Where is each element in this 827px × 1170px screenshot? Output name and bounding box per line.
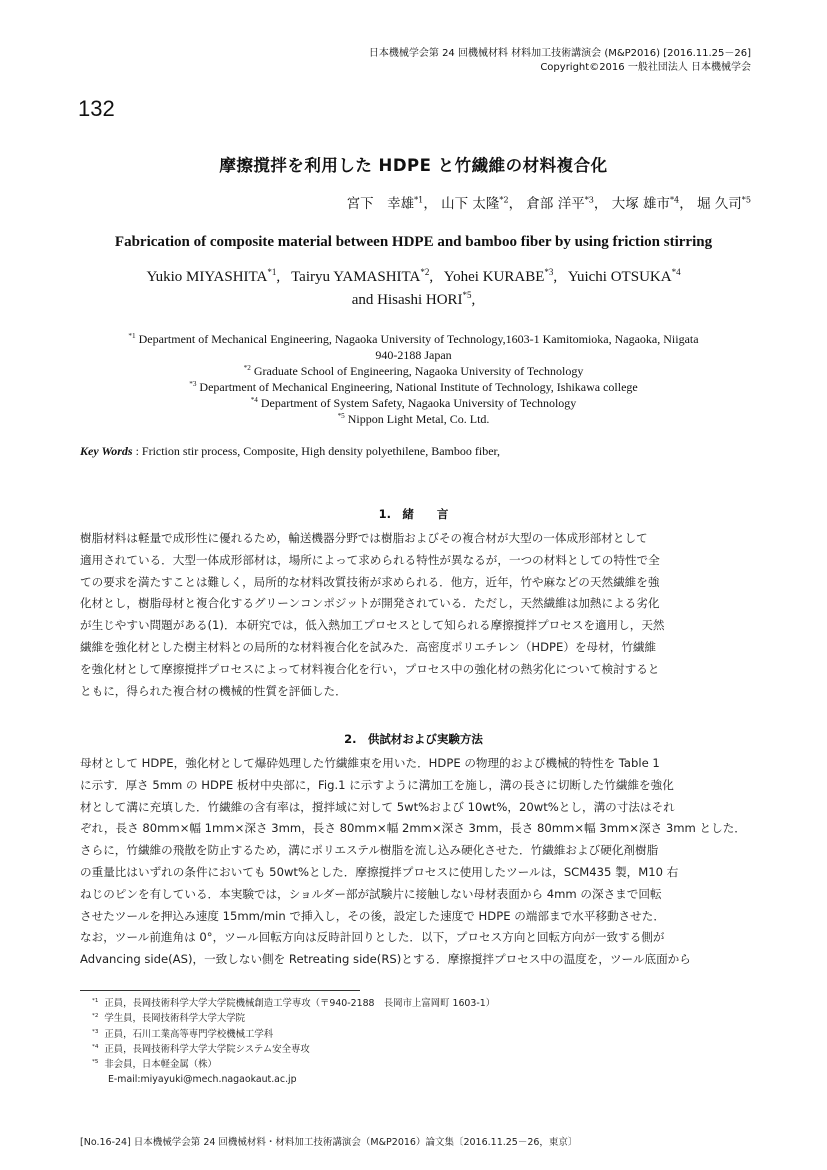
keywords-text: : Friction stir process, Composite, High density polyethilene, Bamboo fiber, [135,444,501,458]
affiliation [80,347,747,363]
author-mark: *5 [741,194,751,205]
footnote-mark: *5 [92,1059,99,1066]
affiliation [80,411,747,427]
footnote-email [92,1072,495,1087]
text-line: Advancing side(AS)，一致しない側を Retreating side(RS)とする．摩擦撹拌プロセス中の温度を，ツール底面から [80,952,691,967]
footnote-text: 学生員，長岡技術科学大学大学院 [104,1013,246,1025]
page-footer: [No.16-24] 日本機械学会第 24 回機械材料・材料加工技術講演会（M&P2016）論文集〔2016.11.25－26，東京〕 [80,1137,578,1148]
aff-text: Department of Mechanical Engineering, National Institute of Technology, Ishikawa college [199,380,638,394]
footnote-text: 正員，長岡技術科学大学大学院システム安全専攻 [104,1043,310,1055]
footnote-text: 正員，長岡技術科学大学大学院機械創造工学専攻（〒940-2188 長岡市上富岡町 1603-1） [104,998,496,1009]
text-line: ての要求を満たすことは難しく，局所的な材料改質技術が求められる．他方，近年，竹や麻などの天然繊維を強 [80,574,660,589]
aff-text: Graduate School of Engineering, Nagaoka University of Technology [253,364,584,378]
text-line: 材として溝に充填した．竹繊維の含有率は，撹拌域に対して 5wt%および 10wt%，20wt%とし，溝の寸法はそれ [80,799,675,814]
author-mark: *2 [420,267,430,277]
aff-mark: *2 [243,364,251,372]
page-number: 132 [78,96,115,121]
text-line: 適用されている．大型一体成形部材は，場所によって求められる特性が異なるが，一つの材料としての特性で全 [80,552,660,567]
author-mark: *4 [671,267,681,277]
author-jp: 倉部 洋平 [526,196,585,212]
footnote-mark: *2 [92,1013,99,1020]
author-en: Tairyu YAMASHITA [291,269,421,285]
affiliation [80,395,747,411]
author-mark: *5 [462,290,472,300]
keywords [80,444,500,459]
text-line: ねじのピンを有している．本実験では，ショルダー部が試験片に接触しない母材表面から 4mm の深さまで回転 [80,886,662,901]
text-line: 化材とし，樹脂母材と複合化するグリーンコンポジットが開発されている．ただし，天然繊維は加熱による劣化 [80,596,660,611]
affiliation [80,331,747,347]
author-en: Yuichi OTSUKA [567,269,672,285]
aff-mark: *4 [250,396,258,404]
footnote [92,1011,495,1026]
footnote-text: 正員，石川工業高等専門学校機械工学科 [104,1028,274,1040]
footnote-text: E-mail:miyayuki@mech.nagaokaut.ac.jp [108,1074,297,1086]
title-japanese: 摩擦撹拌を利用した HDPE と竹繊維の材料複合化 [219,156,608,175]
authors-english: Yukio MIYASHITA$^{*1}$, Tairyu YAMASHITA$^{*2}$, Yohei KURABE$^{*3}$, Yuichi OTSUKA$^{*4}$ [146,267,681,285]
aff-mark: *1 [128,332,136,340]
section-heading: 1. 緒 言 [378,507,449,521]
author-en: and Hisashi HORI [351,292,463,308]
authors-english-line2: and Hisashi HORI$^{*5}$, [351,290,476,308]
author-mark: *4 [670,194,680,205]
text-line: 母材として HDPE，強化材として爆砕処理した竹繊維束を用いた．HDPE の物理的および機械的特性を Table 1 [80,756,660,770]
author-mark: *2 [499,194,509,205]
aff-text: Department of System Safety, Nagaoka University of Technology [260,396,577,410]
author-jp: 堀 久司 [697,196,742,212]
text-line: が生じやすい問題がある(1)．本研究では，低入熱加工プロセスとして知られる摩擦撹拌プロセスを適用し，天然 [80,618,665,633]
section-body [80,753,749,971]
copyright-header: Copyright©2016 一般社団法人 日本機械学会 [540,62,751,73]
text-line: さらに，竹繊維の飛散を防止するため，溝にポリエステル樹脂を流し込み硬化させた．竹繊維および硬化剤樹脂 [80,843,659,858]
footnotes [92,996,495,1088]
text-line: の重量比はいずれの条件においても 50wt%とした．摩擦撹拌プロセスに使用したツールは，SCM435 製，M10 右 [80,864,679,879]
footnote [92,1027,495,1042]
text-line: なお，ツール前進角は 0°，ツール回転方向は反時計回りとした．以下，プロセス方向と回転方向が一致する側が [80,930,665,945]
footnote-mark: *3 [92,1028,99,1035]
footnote-mark: *1 [92,997,99,1004]
title-english: Fabrication of composite material between HDPE and bamboo fiber by using friction stirring [114,234,713,250]
footnote [92,996,495,1011]
author-mark: *1 [267,267,277,277]
affiliation [80,363,747,379]
aff-text: Department of Mechanical Engineering, Nagaoka University of Technology,1603-1 Kamitomioka, Nagaoka, Niigata [138,332,699,346]
authors-japanese: 宮下 幸雄$^{*1}$， 山下 太隆$^{*2}$， 倉部 洋平$^{*3}$， 大塚 雄市$^{*4}$， 堀 久司$^{*5}$ [346,194,751,212]
aff-text: Nippon Light Metal, Co. Ltd. [347,412,490,426]
text-line: させたツールを押込み速度 15mm/min で挿入し，その後，設定した速度で HDPE の端部まで水平移動させた． [80,908,665,923]
keywords-label: Key Words [80,444,133,458]
text-line: を強化材として摩擦撹拌プロセスによって材料複合化を行い，プロセス中の強化材の熱劣化について検討すると [80,661,660,676]
footnote [92,1042,495,1057]
text-line: ぞれ，長さ 80mm×幅 1mm×深さ 3mm，長さ 80mm×幅 2mm×深さ 3mm，長さ 80mm×幅 3mm×深さ 3mm とした． [80,821,746,836]
author-mark: *3 [544,267,554,277]
text-line: 樹脂材料は軽量で成形性に優れるため，輸送機器分野では樹脂およびその複合材が大型の一体成形部材として [80,531,648,545]
section-body [80,528,749,702]
aff-mark: *3 [189,380,197,388]
text-line: 繊維を強化材とした樹主材料との局所的な材料複合化を試みた．高密度ポリエチレン（HDPE）を母材，竹繊維 [80,639,657,654]
affiliation [80,379,747,395]
author-jp: 大塚 雄市 [611,196,670,212]
footnote-divider [80,990,360,991]
conference-header: 日本機械学会第 24 回機械材料 材料加工技術講演会 (M&P2016) [2016.11.25－26] [368,48,751,59]
author-mark: *3 [584,194,594,205]
author-mark: *1 [414,194,424,205]
footnote [92,1057,495,1072]
footnote-mark: *4 [92,1043,99,1050]
text-line: ともに，得られた複合材の機械的性質を評価した． [80,683,347,698]
author-en: Yukio MIYASHITA [146,269,268,285]
section-heading: 2. 供試材および実験方法 [344,732,483,746]
aff-text: 940-2188 Japan [375,348,452,362]
author-jp: 宮下 幸雄 [346,196,415,212]
aff-mark: *5 [337,412,345,420]
author-en: Yohei KURABE [443,269,545,285]
text-line: に示す．厚さ 5mm の HDPE 板材中央部に，Fig.1 に示すように溝加工を施し，溝の長さに切断した竹繊維を強化 [80,777,674,792]
footnote-text: 非会員，日本軽金属（株） [104,1059,217,1071]
author-jp: 山下 太隆 [441,196,500,212]
